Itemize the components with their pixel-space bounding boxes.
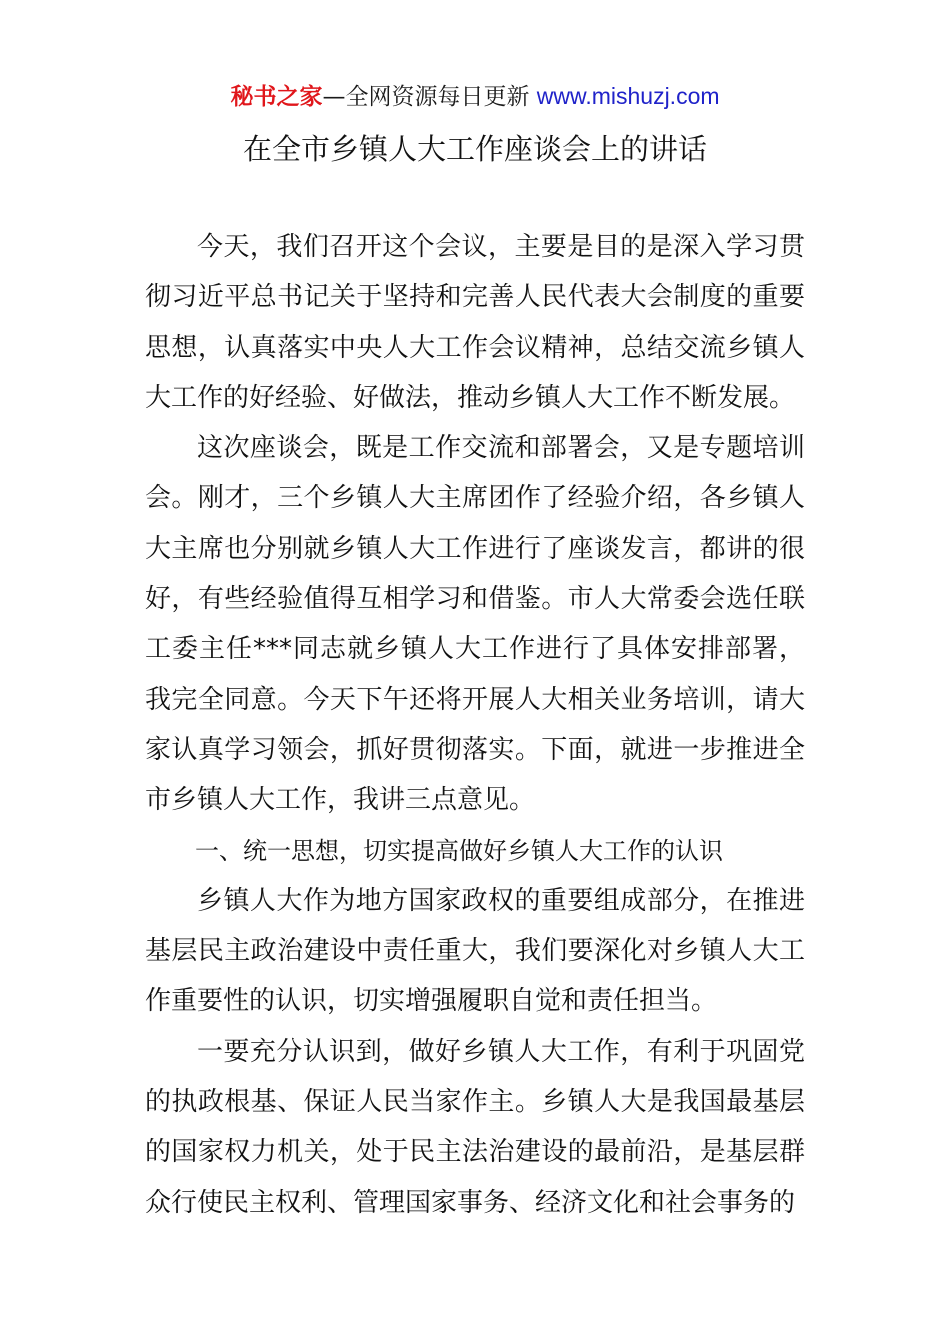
paragraph: 今天，我们召开这个会议，主要是目的是深入学习贯彻习近平总书记关于坚持和完善人民代表大会制度的重要思想，认真落实中央人大工作会议精神，总结交流乡镇人大工作的好经验、好做法，推动乡镇人大工作不断发展。 <box>145 232 805 413</box>
paragraph: 乡镇人大作为地方国家政权的重要组成部分，在推进基层民主政治建设中责任重大，我们要深化对乡镇人大工作重要性的认识，切实增强履职自觉和责任担当。 <box>145 885 805 1017</box>
brand-name: 秘书之家 <box>230 84 323 110</box>
header-tagline: —全网资源每日更新 <box>322 84 530 110</box>
section-heading: 一、统一思想，切实提高做好乡镇人大工作的认识 <box>195 836 723 865</box>
document-body <box>145 222 805 1228</box>
document-title: 在全市乡镇人大工作座谈会上的讲话 <box>242 132 707 166</box>
paragraph: 一要充分认识到，做好乡镇人大工作，有利于巩固党的执政根基、保证人民当家作主。乡镇人大是我国最基层的国家权力机关，处于民主法治建设的最前沿，是基层群众行使民主权利、管理国家事务、经济文化和社会事务的 <box>145 1036 805 1218</box>
site-header <box>0 80 950 113</box>
site-url-link[interactable]: www.mishuzj.com <box>536 83 720 109</box>
paragraph: 这次座谈会，既是工作交流和部署会，又是专题培训会。刚才，三个乡镇人大主席团作了经验介绍，各乡镇人大主席也分别就乡镇人大工作进行了座谈发言，都讲的很好，有些经验值得互相学习和借鉴。市人大常委会选任联工委主任***同志就乡镇人大工作进行了具体安排部署，我完全同意。今天下午还将开展人大相关业务培训，请大家认真学习领会，抓好贯彻落实。下面，就进一步推进全市乡镇人大工作，我讲三点意见。 <box>145 433 805 816</box>
